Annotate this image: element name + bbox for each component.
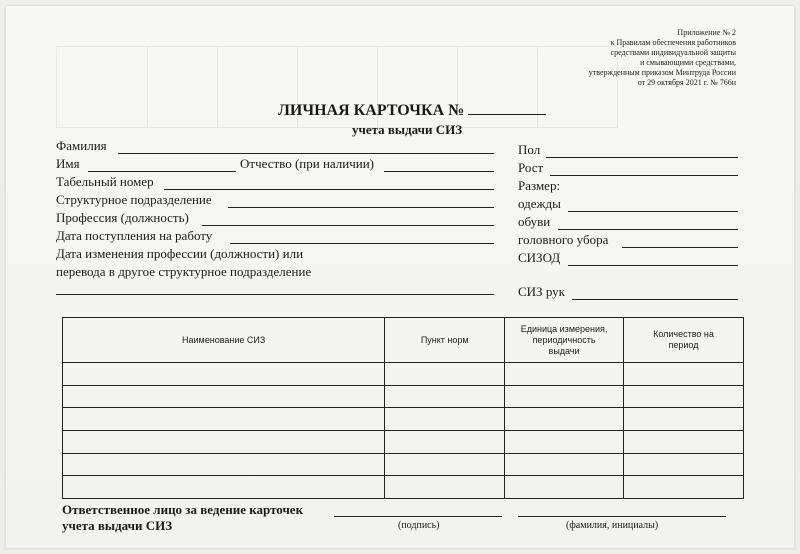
- tab-number-field[interactable]: [164, 189, 494, 190]
- card-number-field[interactable]: [468, 102, 546, 115]
- table-cell[interactable]: [63, 385, 385, 408]
- table-cell[interactable]: [63, 408, 385, 431]
- responsible-label-line2: учета выдачи СИЗ: [62, 518, 173, 533]
- table-cell[interactable]: [385, 430, 505, 453]
- table-row: [63, 408, 744, 431]
- full-name-field[interactable]: [518, 516, 726, 517]
- annex-line: средствами индивидуальной защиты: [610, 48, 736, 57]
- table-cell[interactable]: [385, 385, 505, 408]
- table-cell[interactable]: [505, 476, 624, 499]
- table-body: [63, 363, 744, 499]
- headwear-size-field[interactable]: [622, 247, 738, 248]
- annex-line: к Правилам обеспечения работников: [610, 38, 736, 47]
- col-header-ppe-name: Наименование СИЗ: [63, 318, 385, 363]
- annex-note: [506, 28, 736, 88]
- profession-label: Профессия (должность): [56, 210, 189, 225]
- annex-line: Приложение № 2: [677, 28, 736, 37]
- table-cell[interactable]: [63, 453, 385, 476]
- table-cell[interactable]: [624, 453, 744, 476]
- patronymic-field[interactable]: [384, 171, 494, 172]
- table-cell[interactable]: [505, 408, 624, 431]
- height-label: Рост: [518, 160, 544, 175]
- table-row: [63, 430, 744, 453]
- clothes-size-label: одежды: [518, 196, 561, 211]
- col-header-norm-item: Пункт норм: [385, 318, 505, 363]
- signature-caption: (подпись): [398, 520, 440, 531]
- table-cell[interactable]: [505, 430, 624, 453]
- annex-line: утвержденным приказом Минтруда России: [588, 68, 736, 77]
- table-cell[interactable]: [624, 408, 744, 431]
- table-row: [63, 363, 744, 386]
- surname-label: Фамилия: [56, 138, 107, 153]
- name-label: Имя: [56, 156, 80, 171]
- size-label: Размер:: [518, 178, 561, 193]
- change-field[interactable]: [56, 294, 494, 295]
- ppe-table: [62, 317, 744, 499]
- table-cell[interactable]: [624, 476, 744, 499]
- form-subtitle: учета выдачи СИЗ: [352, 122, 463, 137]
- signature-field[interactable]: [334, 516, 502, 517]
- form-title: [278, 102, 546, 120]
- name-field[interactable]: [88, 171, 236, 172]
- table-cell[interactable]: [63, 363, 385, 386]
- table-cell[interactable]: [385, 476, 505, 499]
- surname-field[interactable]: [118, 153, 494, 154]
- table-cell[interactable]: [624, 430, 744, 453]
- annex-line: от 29 октября 2021 г. № 766н: [637, 78, 736, 87]
- table-cell[interactable]: [624, 385, 744, 408]
- department-label: Структурное подразделение: [56, 192, 212, 207]
- col-header-quantity: Количество на период: [624, 318, 744, 363]
- gloves-label: СИЗ рук: [518, 284, 565, 299]
- annex-line: и смывающими средствами,: [640, 58, 736, 67]
- sizod-label: СИЗОД: [518, 250, 561, 265]
- responsible-label-line1: Ответственное лицо за ведение карточек: [62, 502, 304, 517]
- form-title-text: ЛИЧНАЯ КАРТОЧКА №: [278, 102, 465, 119]
- form-sheet: [6, 6, 794, 548]
- table-cell[interactable]: [505, 363, 624, 386]
- col-header-unit-period: Единица измерения, периодичность выдачи: [505, 318, 624, 363]
- profession-field[interactable]: [202, 225, 494, 226]
- shoes-size-label: обуви: [518, 214, 551, 229]
- table-cell[interactable]: [385, 453, 505, 476]
- change-label-line2: перевода в другое структурное подразделение: [56, 264, 312, 279]
- table-row: [63, 453, 744, 476]
- headwear-size-label: головного убора: [518, 232, 609, 247]
- gloves-field[interactable]: [572, 299, 738, 300]
- clothes-size-field[interactable]: [568, 211, 738, 212]
- hire-date-field[interactable]: [230, 243, 494, 244]
- table-cell[interactable]: [385, 363, 505, 386]
- table-row: [63, 476, 744, 499]
- table-row: [63, 385, 744, 408]
- height-field[interactable]: [550, 175, 738, 176]
- sizod-field[interactable]: [568, 265, 738, 266]
- table-header-row: [63, 318, 744, 363]
- table-cell[interactable]: [63, 430, 385, 453]
- change-label-line1: Дата изменения профессии (должности) или: [56, 246, 304, 261]
- responsible-label: [62, 502, 303, 534]
- department-field[interactable]: [228, 207, 494, 208]
- patronymic-label: Отчество (при наличии): [240, 156, 375, 171]
- table-cell[interactable]: [505, 385, 624, 408]
- tab-number-label: Табельный номер: [56, 174, 154, 189]
- sex-label: Пол: [518, 142, 541, 157]
- table-cell[interactable]: [63, 476, 385, 499]
- table-cell[interactable]: [505, 453, 624, 476]
- shoes-size-field[interactable]: [558, 229, 738, 230]
- table-cell[interactable]: [385, 408, 505, 431]
- sex-field[interactable]: [546, 157, 738, 158]
- table-cell[interactable]: [624, 363, 744, 386]
- full-name-caption: (фамилия, инициалы): [566, 520, 659, 531]
- hire-date-label: Дата поступления на работу: [56, 228, 213, 243]
